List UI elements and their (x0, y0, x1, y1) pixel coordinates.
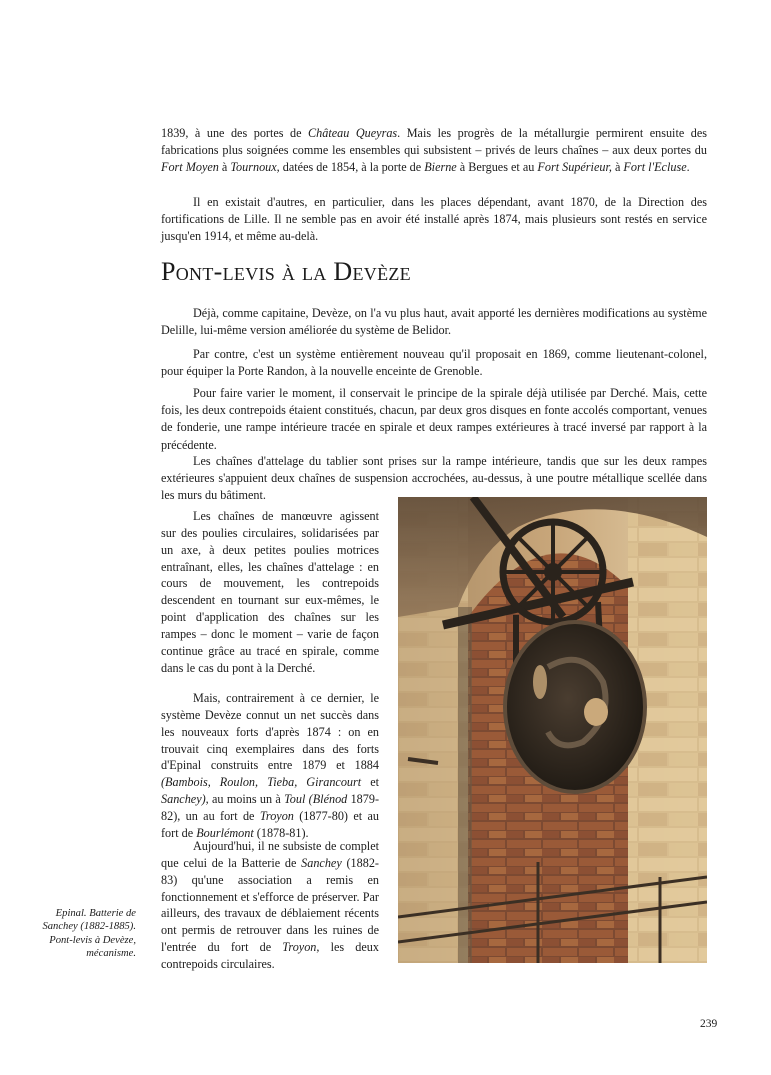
section-heading: Pont-levis à la Devèze (161, 257, 411, 286)
text-run: (1877-80) et au fort de (161, 808, 379, 840)
text-run: Mais, contrairement à ce dernier, le système Devèze connut un net succès dans les nouveaux forts d'après 1874 : on en trouvait cinq exemplaires dans des forts d'Epinal construits entre 1879 et 1884 (161, 691, 379, 773)
text-run: Sanchey (301, 855, 342, 870)
paragraph-7 (161, 508, 379, 676)
text-run: Tournoux, (230, 160, 280, 175)
text-run: au moins un à (208, 792, 285, 807)
photo-caption: Epinal. Batterie de Sanchey (1882-1885). Pont-levis à Devèze, mécanisme. (42, 908, 136, 960)
text-run: Il en existait d'autres, en particulier, dans les places dépendant, avant 1870, de la Direction des fortifications de Lille. Il ne semble pas en avoir été installé après 1874, mais plusieurs sont restés en service jusqu'en 1914, et même au-delà. (161, 195, 707, 244)
paragraph-1 (161, 125, 707, 177)
text-run: Bierne (424, 160, 457, 175)
text-run: (Bambois, Roulon, Tieba, Girancourt (161, 775, 362, 790)
text-run: Les chaînes d'attelage du tablier sont prises sur la rampe intérieure, tandis que sur les deux rampes extérieures s'appuient deux chaînes de suspension accrochées, au-dessus, à une poutre métallique scellée dans les murs du bâtiment. (161, 454, 707, 503)
text-run: et (361, 775, 380, 790)
paragraph-5 (161, 385, 707, 454)
text-run: Troyon (259, 808, 294, 823)
text-run: Fort Supérieur, (537, 160, 612, 175)
text-run: Château Queyras (308, 126, 398, 140)
text-run: datées de 1854, à la porte de (279, 160, 425, 175)
text-run: Déjà, comme capitaine, Devèze, on l'a vu plus haut, avait apporté les dernières modifications au système Delille, lui-même version améliorée du système de Belidor. (161, 306, 707, 338)
text-run: Les chaînes de manœuvre agissent sur des poulies circulaires, solidarisées par un axe, à deux petites poulies motrices entraînant, elles, les chaînes d'attelage : en cours de mouvement, les contrepoids descendent en tournant sur eux-mêmes, le point d'application des chaînes sur les rampes – donc le moment – varie de façon continue grâce au tracé en spirale, comme dans le cas du pont à la Derché. (161, 509, 379, 675)
text-run: (1878-81). (253, 825, 309, 840)
page-number: 239 (700, 1018, 718, 1030)
text-run: Par contre, c'est un système entièrement nouveau qu'il proposait en 1869, comme lieutenant-colonel, pour équiper la Porte Randon, à la nouvelle enceinte de Grenoble. (161, 347, 707, 379)
text-run: Pour faire varier le moment, il conservait le principe de la spirale déjà utilisée par Derché. Mais, cette fois, les deux contrepoids étaient constitués, chacun, par deux gros disques en fonte accolés comportant, venues de fonderie, une rampe intérieure tracée en spirale et deux rampes extérieures à tracé inversé par rapport à la précédente. (161, 386, 707, 452)
text-run: à Bergues et au (456, 160, 538, 175)
paragraph-4 (161, 346, 707, 380)
paragraph-8 (161, 690, 379, 842)
text-run: . Mais les progrès de la métallurgie permirent ensuite des fabrications plus soignées comme les ensembles qui subsistent – privés de leurs chaînes – aux deux portes du (161, 126, 708, 158)
text-run: Fort l'Ecluse (623, 160, 687, 175)
paragraph-2 (161, 194, 707, 246)
text-run: Troyon, (282, 940, 320, 955)
paragraph-3 (161, 305, 707, 339)
text-run: Toul (Blénod (284, 792, 348, 807)
text-run: à (611, 160, 624, 175)
text-run: Aujourd'hui, il ne subsiste de complet que celui de la Batterie de (161, 839, 379, 870)
text-run: à (218, 160, 231, 175)
text-run: les deux contrepoids circulaires. (161, 940, 379, 971)
text-run: Sanchey), (161, 792, 209, 807)
photo-illustration (398, 497, 707, 963)
text-run: (1882-83) qu'une association a remis en fonctionnement et s'efforce de préserver. Par ailleurs, des travaux de déblaiement récents ont permis de retrouver dans les ruines de l'entrée du fort de (161, 855, 379, 955)
paragraph-9 (161, 838, 379, 973)
text-run: Fort Moyen (161, 160, 219, 175)
text-run: Bourlémont (196, 825, 254, 840)
photo-deveze-mechanism (398, 497, 707, 963)
text-run: . (686, 160, 690, 175)
text-run: 1839, à une des portes de (161, 126, 309, 140)
text-run: 1879-82), un au fort de (161, 792, 380, 823)
